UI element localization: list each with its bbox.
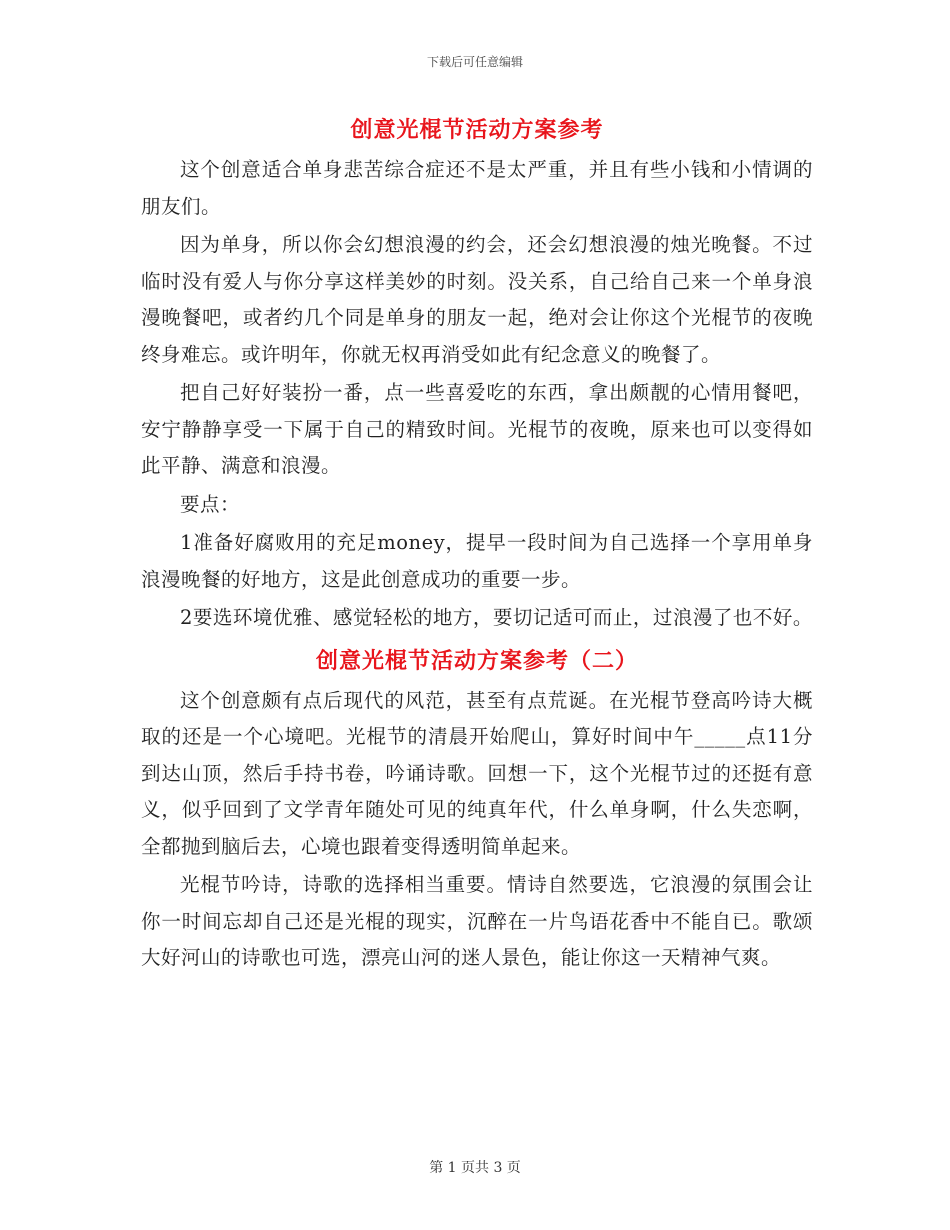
key-point-1: 1准备好腐败用的充足money，提早一段时间为自己选择一个享用单身浪漫晚餐的好地方，这是此创意成功的重要一步。 [141,531,813,591]
paragraph: 这个创意适合单身悲苦综合症还不是太严重，并且有些小钱和小情调的朋友们。 [141,158,813,218]
page-header: 下载后可任意编辑 [426,55,523,69]
key-points-label: 要点： [180,492,241,516]
document-body [141,112,813,979]
key-point-2: 2要选环境优雅、感觉轻松的地方，要切记适可而止，过浪漫了也不好。 [180,606,813,629]
page-footer: 第 1 页共 3 页 [429,1160,521,1176]
paragraph: 因为单身，所以你会幻想浪漫的约会，还会幻想浪漫的烛光晚餐。不过临时没有爱人与你分享这样美妙的时刻。没关系，自己给自己来一个单身浪漫晚餐吧，或者约几个同是单身的朋友一起，绝对会让你这个光棍节的夜晚终身难忘。或许明年，你就无权再消受如此有纪念意义的晚餐了。 [141,233,813,366]
paragraph: 把自己好好装扮一番，点一些喜爱吃的东西，拿出颇靓的心情用餐吧，安宁静静享受一下属于自己的精致时间。光棍节的夜晚，原来也可以变得如此平静、满意和浪漫。 [141,381,813,477]
paragraph: 光棍节吟诗，诗歌的选择相当重要。情诗自然要选，它浪漫的氛围会让你一时间忘却自己还是光棍的现实，沉醉在一片鸟语花香中不能自已。歌颂大好河山的诗歌也可选，漂亮山河的迷人景色，能让你这一天精神气爽。 [141,873,813,969]
section-title-2: 创意光棍节活动方案参考（二） [315,647,638,674]
paragraph: 这个创意颇有点后现代的风范，甚至有点荒诞。在光棍节登高吟诗大概取的还是一个心境吧。光棍节的清晨开始爬山，算好时间中午_____点11分到达山顶，然后手持书卷，吟诵诗歌。回想一下，这个光棍节过的还挺有意义，似乎回到了文学青年随处可见的纯真年代，什么单身啊，什么失恋啊，全都抛到脑后去，心境也跟着变得透明简单起来。 [141,688,813,858]
section-title-1: 创意光棍节活动方案参考 [350,117,604,143]
